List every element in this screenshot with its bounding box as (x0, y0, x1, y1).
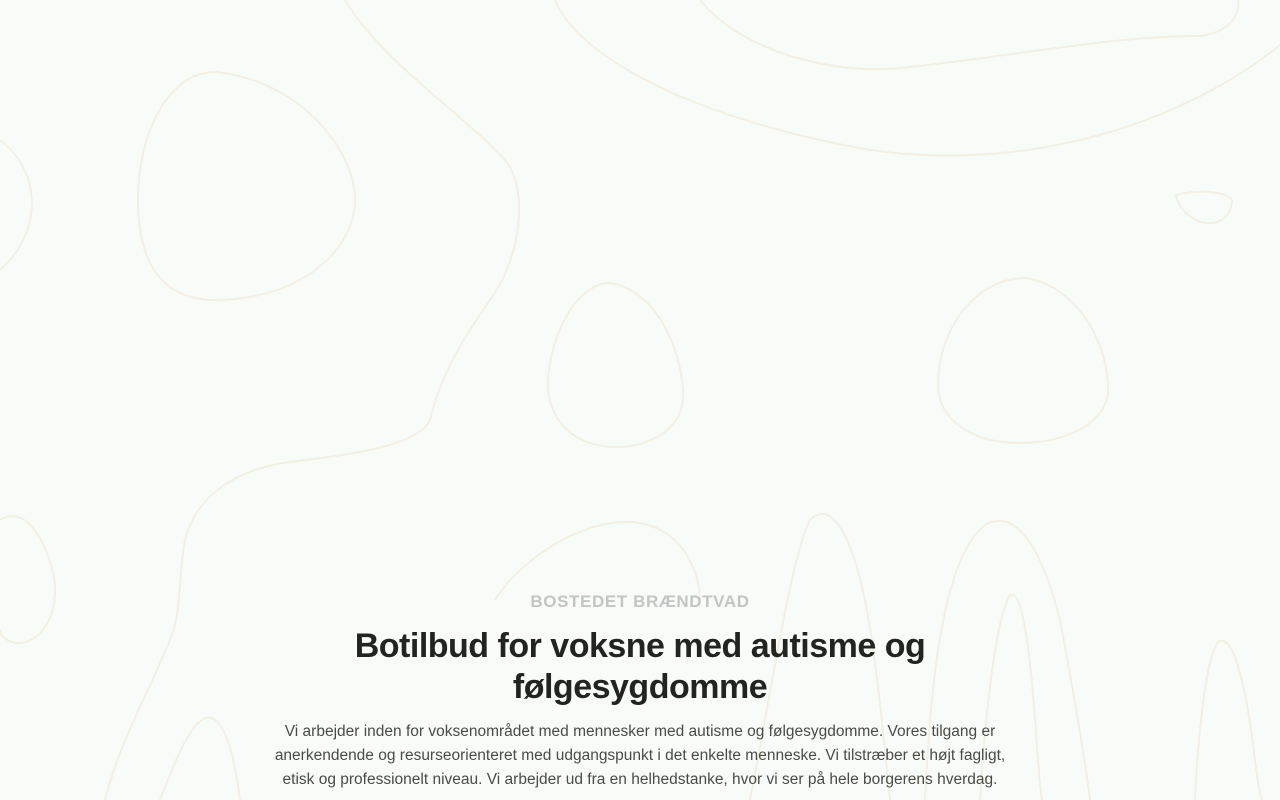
contour-line (138, 72, 355, 300)
contour-line (495, 522, 700, 600)
contour-line (938, 278, 1108, 443)
contour-line (548, 283, 683, 447)
contour-line (555, 0, 1280, 155)
page-title: Botilbud for voksne med autisme og følgesygdomme (354, 627, 926, 706)
intro-description: Vi arbejder inden for voksenområdet med mennesker med autisme og følgesygdomme. Vores tilgang er anerkendende og resurseorienteret med udgangspunkt i det enkelte menneske. Vi tilstræber et højt fagligt, etisk og professionelt niveau. Vi arbejder ud fra en helhedstanke, hvor vi ser på hele borgerens hverdag. (274, 723, 1006, 788)
hero-section (0, 590, 1280, 792)
contour-line (0, 140, 32, 270)
eyebrow-label: BOSTEDET BRÆNDTVAD (530, 592, 750, 611)
contour-line (1176, 192, 1232, 224)
contour-line (700, 0, 1238, 69)
